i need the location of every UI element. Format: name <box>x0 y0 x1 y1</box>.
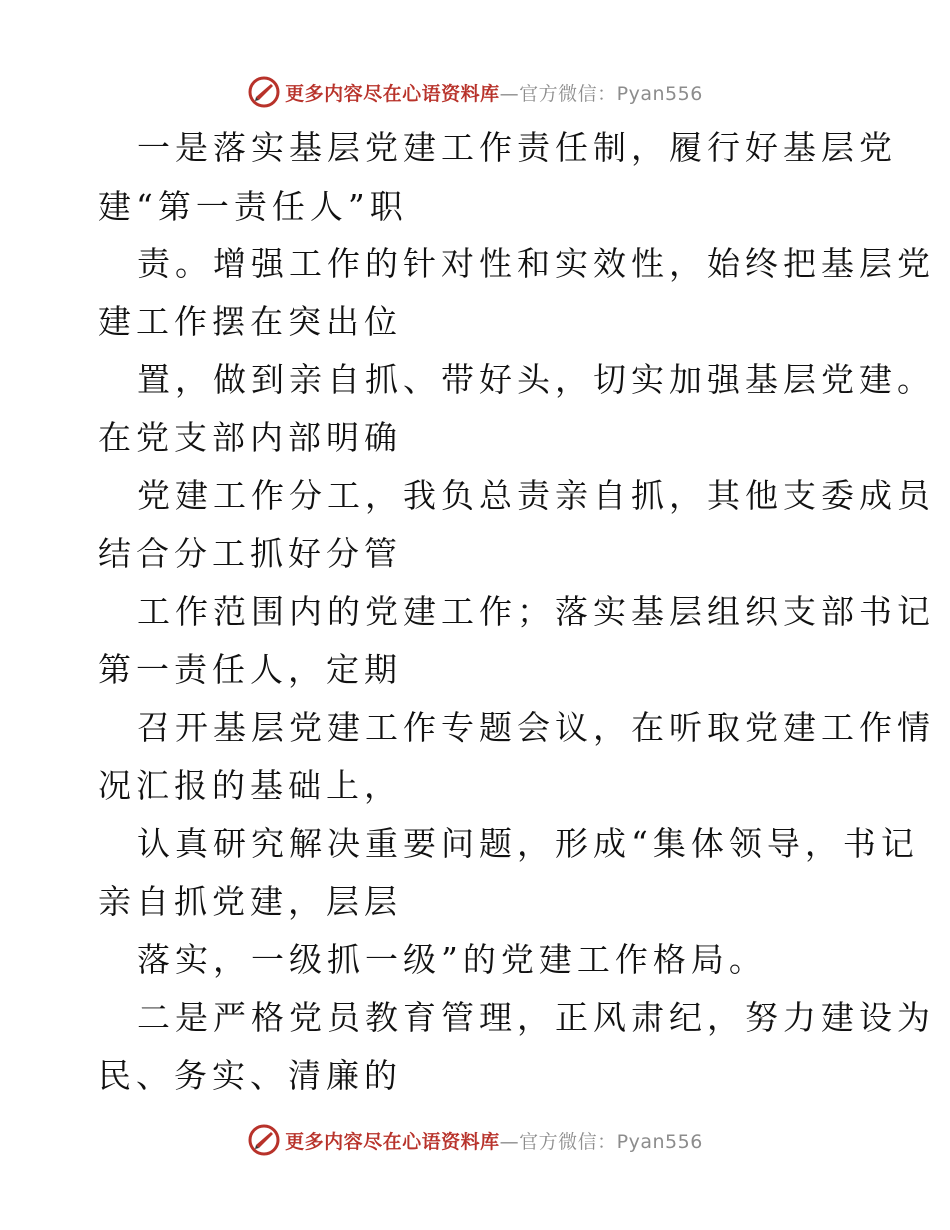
paragraph-line: 民、务实、清廉的 <box>98 1056 402 1095</box>
watermark-grey-text: —官方微信：Pyan556 <box>499 1130 703 1153</box>
paragraph-line: 一是落实基层党建工作责任制，履行好基层党 <box>137 128 897 167</box>
watermark-text <box>285 79 703 106</box>
paragraph-line: 召开基层党建工作专题会议，在听取党建工作情 <box>137 708 935 747</box>
paragraph-line: 党建工作分工，我负总责亲自抓，其他支委成员 <box>137 476 935 515</box>
watermark-grey-text: —官方微信：Pyan556 <box>499 82 703 105</box>
paragraph-line: 落实，一级抓一级”的党建工作格局。 <box>137 940 767 979</box>
header-watermark <box>0 72 950 112</box>
paragraph-line: 置，做到亲自抓、带好头，切实加强基层党建。 <box>137 360 935 399</box>
paragraph-line: 二是严格党员教育管理，正风肃纪，努力建设为 <box>137 998 935 1037</box>
watermark-red-text: 更多内容尽在心语资料库 <box>285 1130 500 1153</box>
seal-logo-icon <box>247 75 281 109</box>
watermark-text <box>285 1127 703 1154</box>
seal-logo-icon <box>247 1123 281 1157</box>
paragraph-line: 结合分工抓好分管 <box>98 534 402 573</box>
paragraph-line: 责。增强工作的针对性和实效性，始终把基层党 <box>137 244 935 283</box>
paragraph-line: 认真研究解决重要问题，形成“集体领导，书记 <box>137 824 919 863</box>
footer-watermark <box>0 1120 950 1160</box>
paragraph-line: 建工作摆在突出位 <box>98 302 402 341</box>
watermark-red-text: 更多内容尽在心语资料库 <box>285 82 500 105</box>
paragraph-line: 况汇报的基础上， <box>98 766 402 805</box>
paragraph-line: 亲自抓党建，层层 <box>98 882 402 921</box>
paragraph-line: 工作范围内的党建工作；落实基层组织支部书记 <box>137 592 935 631</box>
paragraph-line: 第一责任人，定期 <box>98 650 402 689</box>
paragraph-line: 在党支部内部明确 <box>98 418 402 457</box>
paragraph-line: 建“第一责任人”职 <box>98 187 408 226</box>
